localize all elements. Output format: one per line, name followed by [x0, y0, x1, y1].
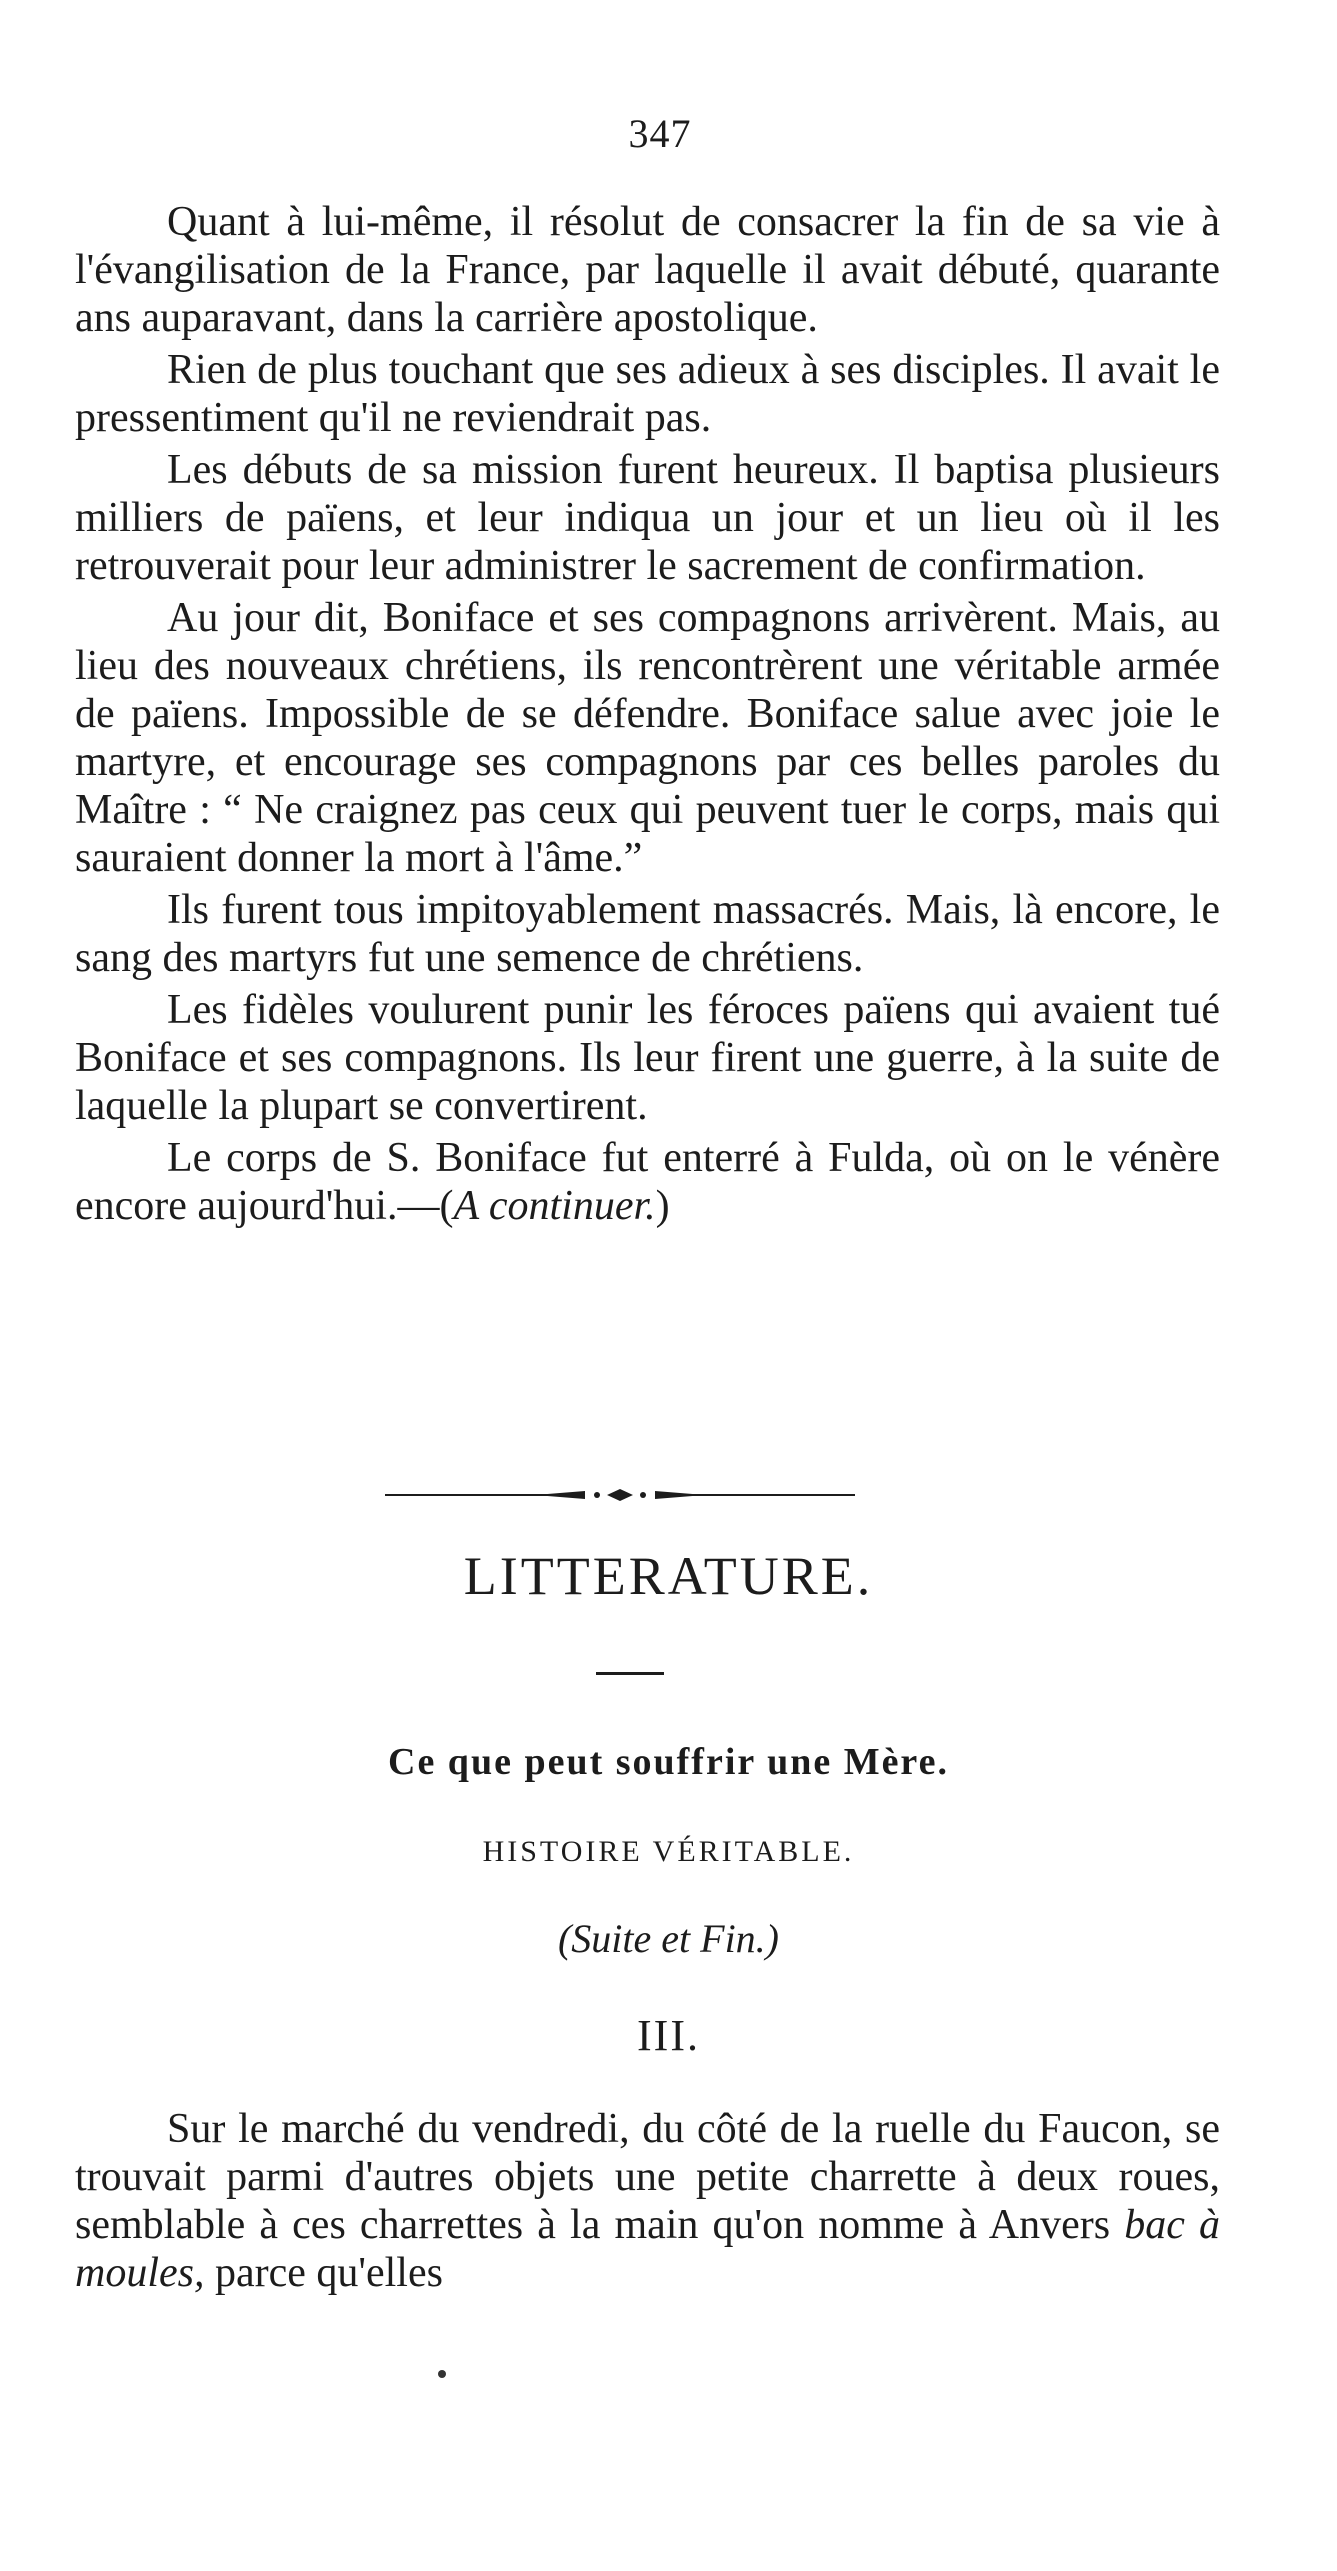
ornamental-divider	[385, 1485, 855, 1505]
paragraph-2: Rien de plus touchant que ses adieux à ses disciples. Il avait le pressentiment qu'il ne reviendrait pas.	[75, 347, 1220, 441]
continuation-note: (Suite et Fin.)	[557, 1916, 780, 1961]
story-paragraph-1: Sur le marché du vendredi, du côté de la ruelle du Faucon, se trouvait parmi d'autres objets une petite charrette à deux roues, semblable à ces charrettes à la main qu'on nomme à Anvers bac à moules, parce qu'elles	[75, 2106, 1220, 2296]
page-number: 347	[628, 111, 692, 156]
paragraph-7: Le corps de S. Boniface fut enterré à Fulda, où on le vénère encore aujourd'hui.—(A continuer.)	[75, 1135, 1220, 1229]
title-rule	[596, 1672, 664, 1675]
section-title: LITTERATURE.	[463, 1546, 874, 1606]
italic-phrase: bac à moules,	[75, 2202, 1220, 2296]
boniface-narrative	[75, 198, 1220, 1230]
continuation-marker: A continuer.	[453, 1183, 656, 1229]
paragraph-3: Les débuts de sa mission furent heureux. Il baptisa plusieurs milliers de païens, et leur indiqua un jour et un lieu où il les retrouverait pour leur administrer le sacrement de confirmation.	[75, 447, 1220, 589]
paragraph-5: Ils furent tous impitoyablement massacrés. Mais, là encore, le sang des martyrs fut une semence de chrétiens.	[75, 887, 1220, 981]
story-body	[75, 2105, 1220, 2297]
paragraph-6: Les fidèles voulurent punir les féroces païens qui avaient tué Boniface et ses compagnons. Ils leur firent une guerre, à la suite de laquelle la plupart se convertirent.	[75, 987, 1220, 1129]
paragraph-1: Quant à lui-même, il résolut de consacrer la fin de sa vie à l'évangilisation de la France, par laquelle il avait débuté, quarante ans auparavant, dans la carrière apostolique.	[75, 199, 1220, 341]
story-title: Ce que peut souffrir une Mère.	[388, 1741, 949, 1783]
print-speck	[438, 2370, 446, 2378]
story-subtitle: HISTOIRE VÉRITABLE.	[482, 1835, 855, 1868]
paragraph-4: Au jour dit, Boniface et ses compagnons arrivèrent. Mais, au lieu des nouveaux chrétiens, ils rencontrèrent une véritable armée de païens. Impossible de se défendre. Boniface salue avec joie le martyre, et encourage ses compagnons par ces belles paroles du Maître : “ Ne craignez pas ceux qui peuvent tuer le corps, mais qui sauraient donner la mort à l'âme.”	[75, 595, 1220, 881]
chapter-number: III.	[637, 2011, 700, 2060]
